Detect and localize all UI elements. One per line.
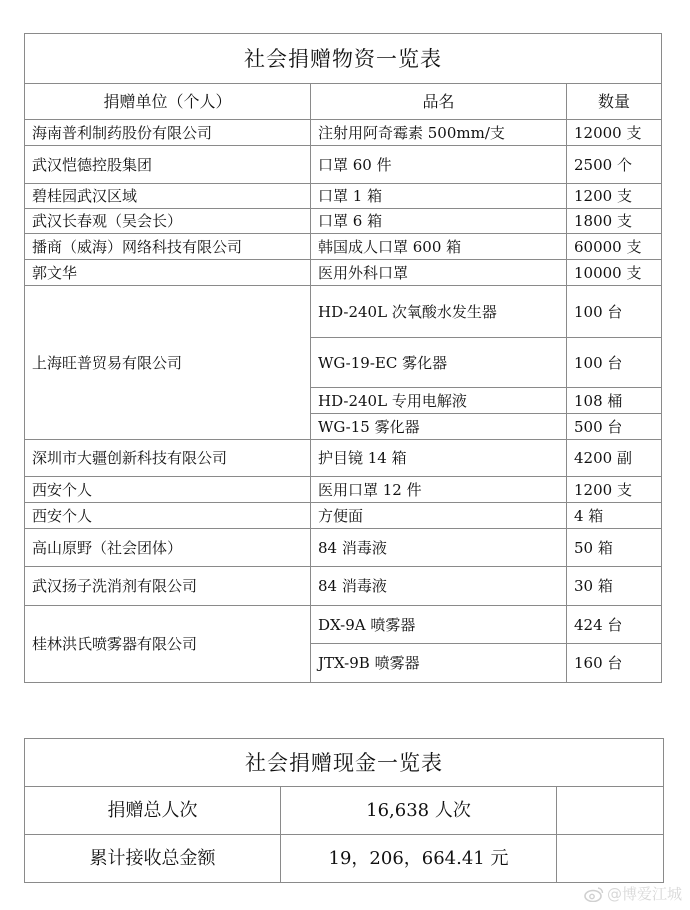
table-row <box>25 234 662 260</box>
item-cell: 84 消毒液 <box>311 567 567 606</box>
table-row <box>25 146 662 184</box>
donor-cell: 武汉扬子洗消剂有限公司 <box>25 567 311 606</box>
donor-cell: 武汉长春观（吴会长） <box>25 209 311 234</box>
quantity-cell: 4200 副 <box>567 440 662 477</box>
table-row <box>25 120 662 146</box>
item-cell: 口罩 60 件 <box>311 146 567 184</box>
quantity-cell: 108 桶 <box>567 388 662 414</box>
weibo-icon <box>584 886 604 902</box>
quantity-cell: 1200 支 <box>567 477 662 503</box>
goods-donation-table <box>24 33 662 683</box>
item-cell: 84 消毒液 <box>311 529 567 567</box>
cash-table-title: 社会捐赠现金一览表 <box>25 739 664 787</box>
table-row <box>25 606 662 644</box>
quantity-cell: 10000 支 <box>567 260 662 286</box>
donor-cell: 深圳市大疆创新科技有限公司 <box>25 440 311 477</box>
quantity-cell: 424 台 <box>567 606 662 644</box>
item-cell: HD-240L 专用电解液 <box>311 388 567 414</box>
cash-label-cell: 捐赠总人次 <box>25 787 281 835</box>
item-cell: 口罩 6 箱 <box>311 209 567 234</box>
item-cell: DX-9A 喷雾器 <box>311 606 567 644</box>
table-row <box>25 835 664 883</box>
table-row <box>25 787 664 835</box>
table-row <box>25 503 662 529</box>
table-row <box>25 440 662 477</box>
empty-cell <box>557 835 664 883</box>
quantity-cell: 100 台 <box>567 338 662 388</box>
quantity-cell: 2500 个 <box>567 146 662 184</box>
item-cell: 医用外科口罩 <box>311 260 567 286</box>
donor-cell: 海南普利制药股份有限公司 <box>25 120 311 146</box>
item-cell: JTX-9B 喷雾器 <box>311 644 567 683</box>
item-cell: 方便面 <box>311 503 567 529</box>
quantity-cell: 1200 支 <box>567 184 662 209</box>
quantity-cell: 30 箱 <box>567 567 662 606</box>
table-row <box>25 529 662 567</box>
quantity-cell: 160 台 <box>567 644 662 683</box>
table-row <box>25 209 662 234</box>
header-donor: 捐赠单位（个人） <box>25 84 311 120</box>
donor-cell: 郭文华 <box>25 260 311 286</box>
donor-cell: 武汉恺德控股集团 <box>25 146 311 184</box>
goods-table-title: 社会捐赠物资一览表 <box>25 34 662 84</box>
item-cell: WG-15 雾化器 <box>311 414 567 440</box>
header-item: 品名 <box>311 84 567 120</box>
table-row <box>25 477 662 503</box>
item-cell: 口罩 1 箱 <box>311 184 567 209</box>
quantity-cell: 12000 支 <box>567 120 662 146</box>
item-cell: 护目镜 14 箱 <box>311 440 567 477</box>
donor-cell: 西安个人 <box>25 477 311 503</box>
empty-cell <box>557 787 664 835</box>
quantity-cell: 4 箱 <box>567 503 662 529</box>
item-cell: 医用口罩 12 件 <box>311 477 567 503</box>
quantity-cell: 60000 支 <box>567 234 662 260</box>
item-cell: WG-19-EC 雾化器 <box>311 338 567 388</box>
item-cell: 韩国成人口罩 600 箱 <box>311 234 567 260</box>
table-row <box>25 286 662 338</box>
watermark <box>584 883 682 904</box>
donor-cell: 高山原野（社会团体） <box>25 529 311 567</box>
table-row <box>25 567 662 606</box>
table-row <box>25 260 662 286</box>
cash-value-cell: 16,638 人次 <box>281 787 557 835</box>
cash-label-cell: 累计接收总金额 <box>25 835 281 883</box>
donor-cell: 播商（威海）网络科技有限公司 <box>25 234 311 260</box>
quantity-cell: 1800 支 <box>567 209 662 234</box>
donor-cell: 上海旺普贸易有限公司 <box>25 286 311 440</box>
quantity-cell: 100 台 <box>567 286 662 338</box>
donor-cell: 桂林洪氏喷雾器有限公司 <box>25 606 311 683</box>
quantity-cell: 50 箱 <box>567 529 662 567</box>
item-cell: 注射用阿奇霉素 500mm/支 <box>311 120 567 146</box>
quantity-cell: 500 台 <box>567 414 662 440</box>
donor-cell: 碧桂园武汉区域 <box>25 184 311 209</box>
cash-value-cell: 19，206，664.41 元 <box>281 835 557 883</box>
watermark-text: @博爱江城 <box>606 885 682 903</box>
header-quantity: 数量 <box>567 84 662 120</box>
item-cell: HD-240L 次氧酸水发生器 <box>311 286 567 338</box>
table-row <box>25 184 662 209</box>
cash-donation-table <box>24 738 664 883</box>
donor-cell: 西安个人 <box>25 503 311 529</box>
